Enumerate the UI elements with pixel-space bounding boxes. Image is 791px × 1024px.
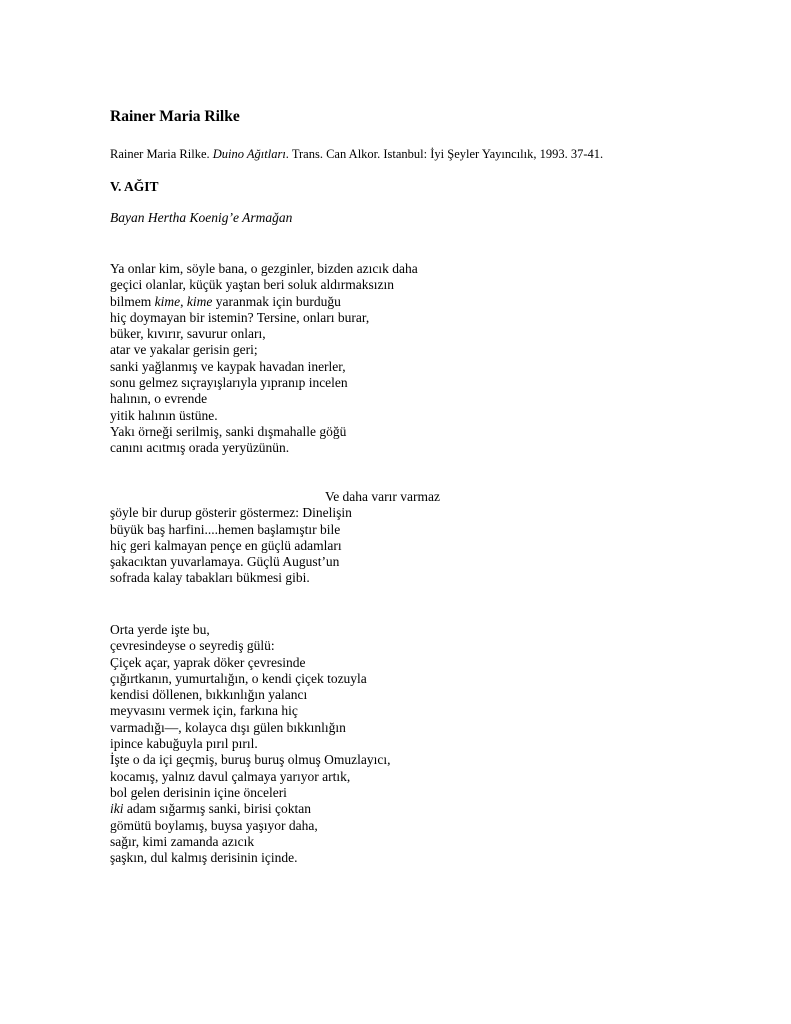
citation [110,147,603,162]
poem-line: varmadığı—, kolayca dışı gülen bıkkınlığın [110,719,346,735]
poem-line: Orta yerde işte bu, [110,622,210,637]
poem-line: meyvasını vermek için, farkına hiç [110,703,298,719]
poem-line: Ya onlar kim, söyle bana, o gezginler, bizden azıcık daha [110,261,418,276]
poem-line: çığırtkanın, yumurtalığın, o kendi çiçek tozuyla [110,670,367,686]
poem-line: yitik halının üstüne. [110,407,218,423]
poem-line: çevresindeyse o seyrediş gülü: [110,638,275,654]
poem-line: şöyle bir durup gösterir göstermez: Dinelişin [110,505,352,521]
poem-line: bol gelen derisinin içine önceleri [110,784,287,800]
stanza-2 [110,489,440,587]
author-heading: Rainer Maria Rilke [110,108,240,125]
stanza-1 [110,261,440,457]
poem-line: halının, o evrende [110,391,208,407]
emphasized-word: kime [154,293,181,309]
poem-line: büyük baş harfini....hemen başlamıştır bile [110,521,341,537]
poem-line: geçici olanlar, küçük yaştan beri soluk aldırmaksızın [110,277,394,293]
citation-publication: . Trans. Can Alkor. Istanbul: İyi Şeyler Yayıncılık, 1993. 37-41. [285,147,604,161]
line-fragment: yaranmak için burduğu [212,293,341,309]
line-fragment: bilmem [110,293,155,309]
poem-line: büker, kıvırır, savurur onları, [110,326,266,342]
poem-line [110,294,440,310]
citation-prefix: Rainer Maria Rilke. [110,147,213,161]
poem-line-indented: Ve daha varır varmaz [324,489,440,504]
line-fragment: adam sığarmış sanki, birisi çoktan [123,801,311,817]
poem-line: sanki yağlanmış ve kaypak havadan inerler, [110,358,346,374]
poem-line: İşte o da içi geçmiş, buruş buruş olmuş Omuzlayıcı, [110,752,391,768]
poem-dedication: Bayan Hertha Koenig’e Armağan [110,210,293,225]
poem-line: sonu gelmez sıçrayışlarıyla yıpranıp incelen [110,375,348,391]
poem-line: Çiçek açar, yaprak döker çevresinde [110,654,306,670]
poem-line: hiç doymayan bir istemin? Tersine, onları burar, [110,309,370,325]
poem-line: şakacıktan yuvarlamaya. Güçlü August’un [110,554,340,570]
poem-line: kocamış, yalnız davul çalmaya yarıyor artık, [110,768,351,784]
citation-book-title: Duino Ağıtları [212,147,286,161]
poem-line: gömütü boylamış, buysa yaşıyor daha, [110,817,318,833]
poem-line: şaşkın, dul kalmış derisinin içinde. [110,850,298,866]
stanza-3 [110,622,440,866]
poem-line: ipince kabuğuyla pırıl pırıl. [110,736,258,752]
poem-line: Yakı örneği serilmiş, sanki dışmahalle göğü [110,423,347,439]
emphasized-word: kime [186,293,213,309]
emphasized-word: iki [110,801,124,817]
poem-line: canını acıtmış orada yeryüzünün. [110,440,290,456]
poem-line: sofrada kalay tabakları bükmesi gibi. [110,570,310,586]
poem-line: atar ve yakalar gerisin geri; [110,342,258,358]
poem-line: hiç geri kalmayan pençe en güçlü adamları [110,537,342,553]
poem-title: V. AĞIT [110,179,159,194]
poem-line: sağır, kimi zamanda azıcık [110,833,255,849]
poem-line: kendisi döllenen, bıkkınlığın yalancı [110,687,308,703]
poem-line [110,801,440,817]
line-fragment: , [180,293,187,309]
